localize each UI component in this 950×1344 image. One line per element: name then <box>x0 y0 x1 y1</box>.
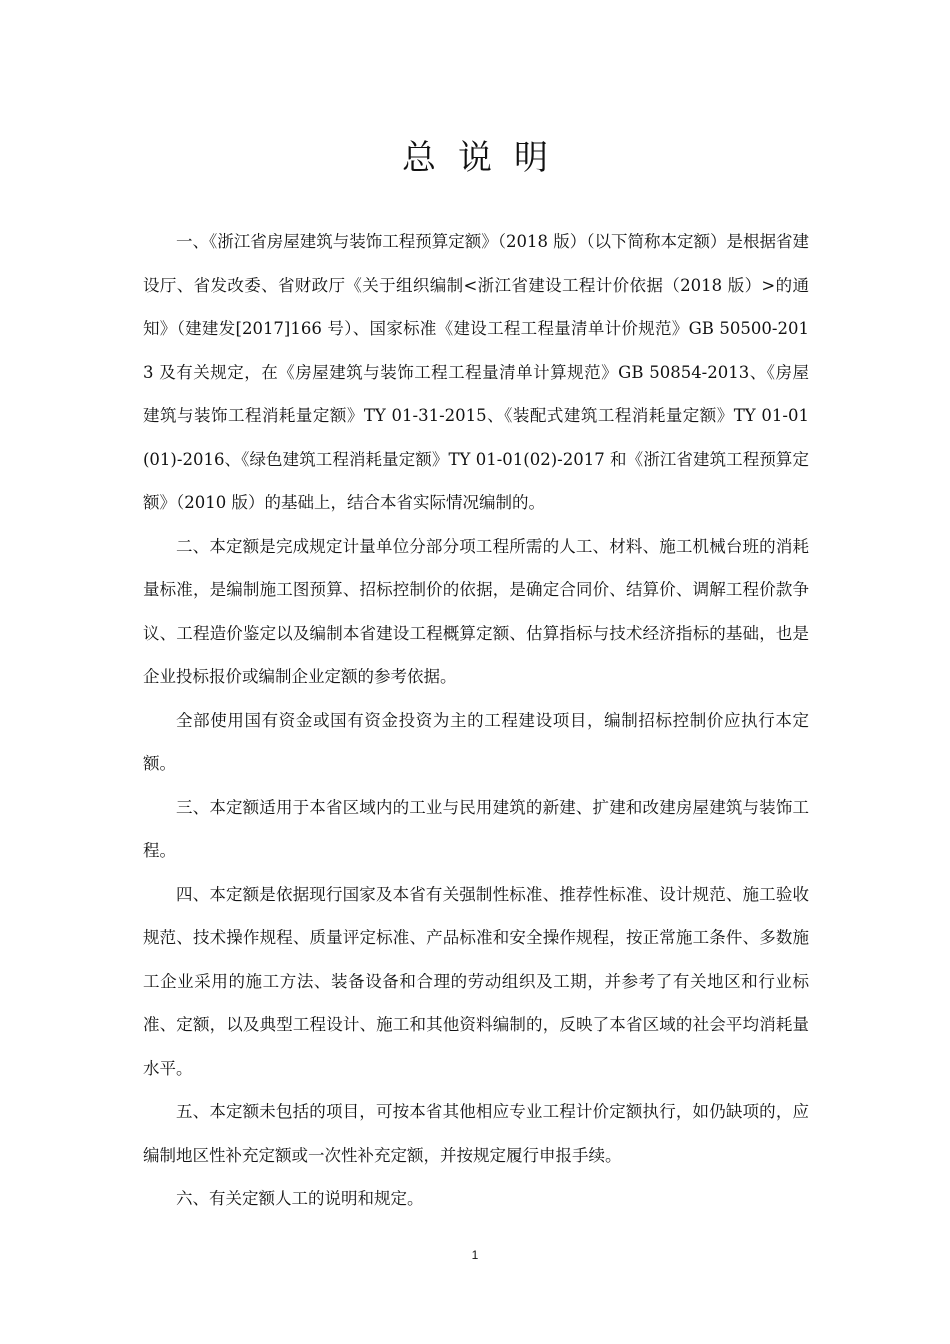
paragraph-5: 四、本定额是依据现行国家及本省有关强制性标准、推荐性标准、设计规范、施工验收规范、技术操作规程、质量评定标准、产品标准和安全操作规程，按正常施工条件、多数施工企业采用的施工方法、装备设备和合理的劳动组织及工期，并参考了有关地区和行业标准、定额，以及典型工程设计、施工和其他资料编制的，反映了本省区域的社会平均消耗量水平。 <box>143 884 809 1078</box>
paragraph-2: 二、本定额是完成规定计量单位分部分项工程所需的人工、材料、施工机械台班的消耗量标准，是编制施工图预算、招标控制价的依据，是确定合同价、结算价、调解工程价款争议、工程造价鉴定以及编制本省建设工程概算定额、估算指标与技术经济指标的基础，也是企业投标报价或编制企业定额的参考依据。 <box>143 536 809 686</box>
document-body <box>143 220 809 1221</box>
paragraph-1: 一、《浙江省房屋建筑与装饰工程预算定额》（2018 版）（以下简称本定额）是根据省建设厅、省发改委、省财政厅《关于组织编制<浙江省建设工程计价依据（2018 版）>的通知》（建建发[2017]166 号）、国家标准《建设工程工程量清单计价规范》GB 50500-2013 及有关规定，在《房屋建筑与装饰工程工程量清单计算规范》GB 50854-2013、《房屋建筑与装饰工程消耗量定额》TY 01-31-2015、《装配式建筑工程消耗量定额》TY 01-01(01)-2016、《绿色建筑工程消耗量定额》TY 01-01(02)-2017 和《浙江省建筑工程预算定额》（2010 版）的基础上，结合本省实际情况编制的。 <box>143 232 809 512</box>
paragraph-7: 六、有关定额人工的说明和规定。 <box>176 1189 424 1208</box>
page-title: 总说明 <box>402 138 570 178</box>
paragraph-6: 五、本定额未包括的项目，可按本省其他相应专业工程计价定额执行，如仍缺项的，应编制地区性补充定额或一次性补充定额，并按规定履行申报手续。 <box>143 1102 809 1165</box>
paragraph-3: 全部使用国有资金或国有资金投资为主的工程建设项目，编制招标控制价应执行本定额。 <box>143 710 809 773</box>
paragraph-4: 三、本定额适用于本省区域内的工业与民用建筑的新建、扩建和改建房屋建筑与装饰工程。 <box>143 797 809 860</box>
page-number: 1 <box>471 1248 479 1262</box>
